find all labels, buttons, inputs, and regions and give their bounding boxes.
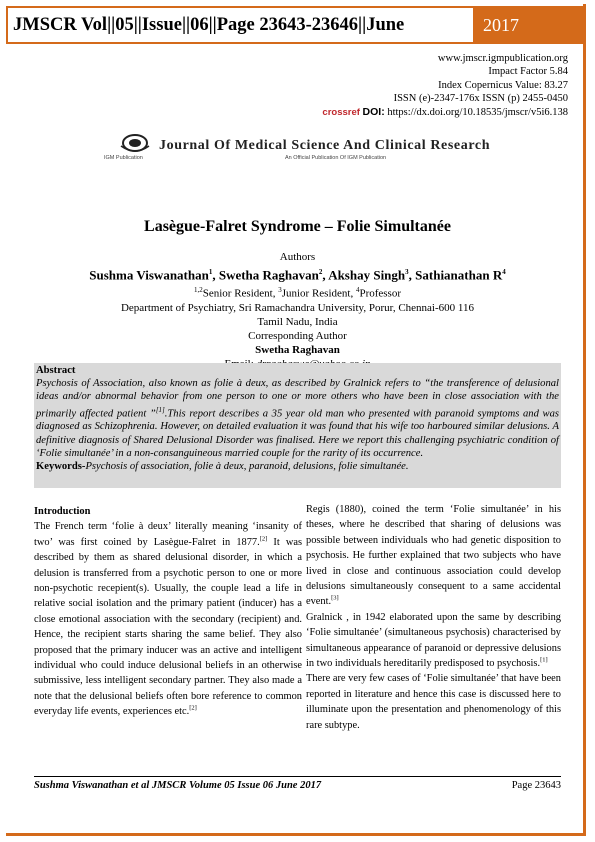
role-text: Senior Resident, bbox=[202, 287, 279, 300]
footer-page-number: Page 23643 bbox=[511, 780, 561, 791]
doi-label: DOI: bbox=[362, 105, 385, 118]
keywords bbox=[36, 460, 559, 473]
copernicus-value: Index Copernicus Value: 83.27 bbox=[438, 79, 568, 91]
doi-line bbox=[322, 106, 568, 119]
author-name: Sathianathan R bbox=[415, 267, 503, 283]
author-sup: 3 bbox=[405, 268, 409, 276]
impact-factor: Impact Factor 5.84 bbox=[488, 66, 568, 78]
website-link[interactable]: www.jmscr.igmpublication.org bbox=[437, 53, 568, 64]
authors-label: Authors bbox=[279, 251, 316, 263]
corresponding-name: Swetha Raghavan bbox=[255, 343, 340, 356]
abstract-body bbox=[36, 377, 559, 460]
publication-meta bbox=[322, 52, 568, 119]
header-title: JMSCR Vol||05||Issue||06||Page 23643-23646||June bbox=[6, 6, 475, 44]
author-sup: 4 bbox=[502, 268, 506, 276]
paper-title: Lasègue-Falret Syndrome – Folie Simultanée bbox=[144, 218, 451, 235]
body-paragraph bbox=[306, 502, 561, 610]
role-sup: 4 bbox=[355, 286, 360, 295]
doi-link[interactable]: https://dx.doi.org/10.18535/jmscr/v5i6.138 bbox=[384, 106, 568, 118]
citation[interactable]: [1] bbox=[540, 656, 548, 664]
author-roles bbox=[0, 283, 595, 301]
abstract-text: .This report describes a 35 year old man who presented with paranoid symptoms and was diagnosed as Schizophrenia. However, on detailed evaluation it was found that his wife too harboured similar delusions. A definitive diagnosis of Shared Delusional Disorder was finalised. Here we report this challenging psychiatric condition of ‘Folie simultanée’ in a non-consanguineous married couple for the rarity of its occurrence. bbox=[36, 408, 560, 459]
body-paragraph: There are very few cases of ‘Folie simultanée’ that have been reported in literature and hence this case is discussed here to illuminate upon the presentation and phenomenology of this rare subtype. bbox=[306, 673, 561, 731]
issn: ISSN (e)-2347-176x ISSN (p) 2455-0450 bbox=[393, 93, 568, 105]
paragraph-text: Regis (1880), coined the term ‘Folie simultanée’ in his theses, where he described that sharing of delusions was possible between individuals who had genetic disposition to psychosis. He further explained that two subjects who have lived in close and continuous association could develop delusions simultaneously consequent to a same accidental event. bbox=[306, 504, 561, 608]
author-sup: 1 bbox=[208, 268, 213, 276]
citation[interactable]: [2] bbox=[189, 704, 197, 712]
author-names: Sushma Viswanathan$^1$, Swetha Raghavan$^2$, Akshay Singh$^3$, Sathianathan $R^4$ bbox=[89, 267, 506, 283]
author-name: Sushma Viswanathan bbox=[89, 267, 209, 283]
logo-subline: An Official Publication Of IGM Publication bbox=[285, 155, 387, 161]
body-paragraph bbox=[34, 519, 302, 719]
corresponding-label: Corresponding Author bbox=[248, 329, 347, 342]
author-name: Akshay Singh bbox=[328, 267, 406, 283]
footer-citation: Sushma Viswanathan et al JMSCR Volume 05 Issue 06 June 2017 bbox=[34, 780, 322, 791]
keywords-label: Keywords- bbox=[36, 460, 86, 472]
journal-header bbox=[6, 6, 586, 44]
header-year: 2017 bbox=[475, 6, 586, 44]
left-column bbox=[34, 504, 302, 720]
role-text: Professor bbox=[359, 287, 402, 300]
crossref-logo: crossref bbox=[322, 106, 360, 118]
abstract-heading: Abstract bbox=[36, 365, 76, 376]
affiliation: Department of Psychiatry, Sri Ramachandra University, Porur, Chennai-600 116 bbox=[120, 301, 474, 314]
journal-logo-name: Journal Of Medical Science And Clinical Research bbox=[159, 138, 491, 153]
authors-block bbox=[0, 250, 595, 371]
body-paragraph bbox=[306, 610, 561, 672]
section-heading-introduction: Introduction bbox=[34, 506, 91, 517]
journal-logo-icon bbox=[117, 134, 153, 154]
logo-publisher: IGM Publication bbox=[104, 155, 143, 161]
affiliation-location: Tamil Nadu, India bbox=[257, 315, 338, 328]
abstract-box bbox=[34, 363, 561, 488]
paragraph-text: The French term ‘folie à deux’ literally meaning ‘insanity of two’ was first coined by Lasègue-Falret in 1877. bbox=[34, 521, 302, 548]
citation[interactable]: [1] bbox=[155, 405, 165, 414]
role-sup: 3 bbox=[278, 286, 282, 295]
citation[interactable]: [2] bbox=[259, 535, 268, 543]
citation[interactable]: [3] bbox=[331, 594, 339, 602]
abstract-text: Psychosis of Association, also known as folie à deux, as described by Gralnick refers to “the transference of delusional ideas and/or abnormal behavior from one person to one or more others who have been in close association with the primarily affected patient ” bbox=[36, 378, 559, 420]
footer-divider bbox=[34, 776, 561, 777]
keywords-text: Psychosis of association, folie à deux, paranoid, delusions, folie simultanée. bbox=[85, 460, 409, 472]
role-text: Junior Resident, bbox=[281, 287, 356, 300]
author-name: Swetha Raghavan bbox=[218, 267, 319, 283]
author-sup: 2 bbox=[318, 268, 323, 276]
role-sup: 1,2 bbox=[193, 286, 203, 295]
paragraph-text: It was described by them as shared delusional disorder, in which a delusion is transferred from a psychotic person to one or more non-psychotic recepient(s). Usually, the couple lead a life in relative social isolation and the primary patient (inducer) has a close emotional association with the secondary (recipient) and. Hence, the recipient starts sharing the same belief. They also proposed that the primary inducer was an active and intelligent individual who could induce delusional beliefs in an otherwise submissive, less intelligent secondary partner. They also made a note that the delusional beliefs often bore reference to common everyday life events, experiences etc. bbox=[34, 536, 303, 718]
paragraph-text: Gralnick , in 1942 elaborated upon the same by describing ‘Folie simultanée’ (simultaneous psychosis) characterised by simultaneous appearance of paranoid or depressive delusions in two individuals hereditarily predisposed to psychosis. bbox=[306, 611, 561, 670]
right-column bbox=[306, 502, 561, 733]
